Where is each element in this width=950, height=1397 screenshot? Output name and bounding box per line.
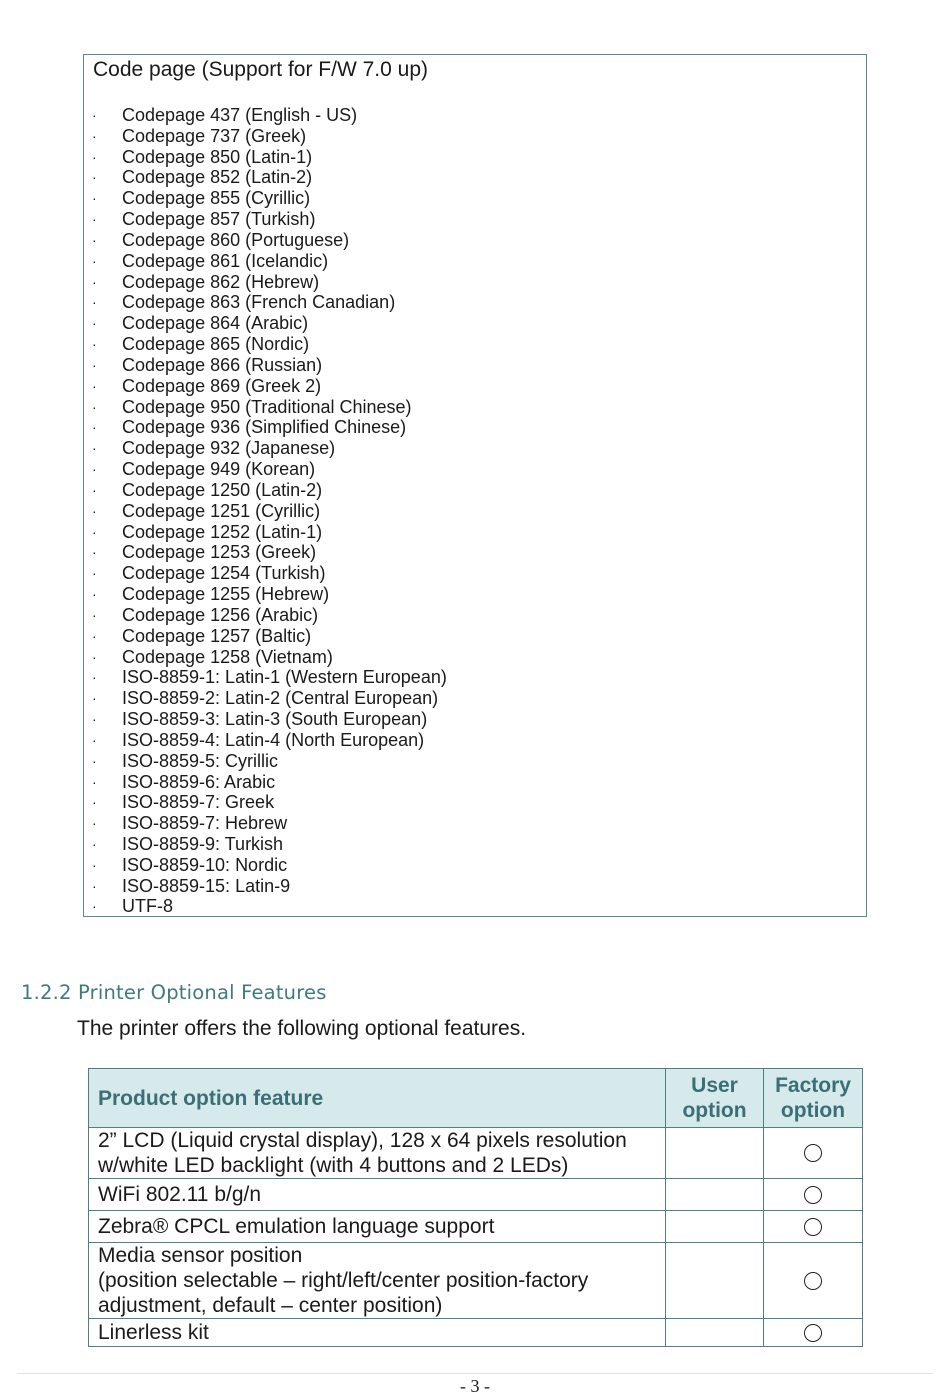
bullet-icon: · [92, 502, 97, 519]
feature-cell [89, 1243, 666, 1319]
codepage-item-text: Codepage 1257 (Baltic) [122, 625, 312, 646]
bullet-icon: · [92, 794, 97, 811]
user-option-cell [666, 1243, 764, 1319]
feature-line: w/white LED backlight (with 4 buttons and 2 LEDs) [98, 1154, 569, 1177]
codepage-item-text: Codepage 1251 (Cyrillic) [122, 500, 321, 521]
bullet-icon: · [92, 523, 97, 540]
bullet-icon: · [92, 586, 97, 603]
user-option-cell [666, 1179, 764, 1211]
bullet-icon: · [92, 856, 97, 873]
feature-line: (position selectable – right/left/center position-factory [98, 1269, 589, 1292]
bullet-icon: · [92, 315, 97, 332]
header-factory-line2: option [780, 1099, 846, 1122]
codepage-item-text: ISO-8859-3: Latin-3 (South European) [122, 709, 428, 730]
codepage-item-text: Codepage 1258 (Vietnam) [122, 646, 333, 667]
codepage-item-text: Codepage 1254 (Turkish) [122, 563, 326, 584]
empty-circle-icon [804, 1186, 822, 1204]
codepage-item-text: Codepage 857 (Turkish) [122, 209, 316, 230]
codepage-item-text: Codepage 865 (Nordic) [122, 334, 310, 355]
options-table [88, 1068, 863, 1347]
feature-line: adjustment, default – center position) [98, 1294, 443, 1317]
header-factory-line1: Factory [775, 1074, 851, 1097]
bullet-icon: · [92, 377, 97, 394]
bullet-icon: · [92, 356, 97, 373]
bullet-icon: · [92, 294, 97, 311]
page-number: - 3 - [460, 1376, 490, 1396]
bullet-icon: · [92, 169, 97, 186]
bullet-icon: · [92, 690, 97, 707]
codepage-item-text: Codepage 852 (Latin-2) [122, 167, 313, 188]
bullet-icon: · [92, 440, 97, 457]
codepage-item-text: ISO-8859-5: Cyrillic [122, 750, 279, 771]
bullet-icon: · [92, 565, 97, 582]
bullet-icon: · [92, 752, 97, 769]
codepage-item-text: Codepage 1252 (Latin-1) [122, 521, 323, 542]
codepage-box-title: Code page (Support for F/W 7.0 up) [93, 58, 429, 81]
codepage-item-text: Codepage 860 (Portuguese) [122, 229, 350, 250]
codepage-item-text: Codepage 949 (Korean) [122, 459, 316, 480]
codepage-item-text: Codepage 863 (French Canadian) [122, 292, 396, 313]
bullet-icon: · [92, 544, 97, 561]
bullet-icon: · [92, 148, 97, 165]
table-row [89, 1211, 863, 1243]
feature-line: 2” LCD (Liquid crystal display), 128 x 64 pixels resolution [98, 1129, 627, 1152]
bullet-icon: · [92, 815, 97, 832]
bullet-icon: · [92, 648, 97, 665]
header-user-line1: User [691, 1074, 738, 1097]
codepage-item-text: ISO-8859-1: Latin-1 (Western European) [122, 667, 447, 688]
codepage-item-text: ISO-8859-7: Greek [122, 792, 275, 813]
empty-circle-icon [804, 1144, 822, 1162]
codepage-item-text: Codepage 861 (Icelandic) [122, 250, 329, 271]
bullet-icon: · [92, 127, 97, 144]
bullet-icon: · [92, 627, 97, 644]
feature-line: WiFi 802.11 b/g/n [98, 1183, 262, 1206]
empty-circle-icon [804, 1272, 822, 1290]
options-table-header-row [89, 1069, 863, 1128]
bullet-icon: · [92, 731, 97, 748]
codepage-item-text: Codepage 737 (Greek) [122, 125, 307, 146]
codepage-item-text: ISO-8859-15: Latin-9 [122, 875, 291, 896]
factory-option-cell [763, 1319, 862, 1347]
bullet-icon: · [92, 398, 97, 415]
codepage-item-text: Codepage 866 (Russian) [122, 354, 323, 375]
empty-circle-icon [804, 1218, 822, 1236]
factory-option-cell [763, 1211, 862, 1243]
bullet-icon: · [92, 606, 97, 623]
bullet-icon: · [92, 481, 97, 498]
feature-cell [89, 1179, 666, 1211]
codepage-item-text: Codepage 862 (Hebrew) [122, 271, 320, 292]
bullet-icon: · [92, 211, 97, 228]
codepage-item-text: ISO-8859-2: Latin-2 (Central European) [122, 688, 439, 709]
bullet-icon: · [92, 336, 97, 353]
codepage-item-text: Codepage 1255 (Hebrew) [122, 584, 330, 605]
footer-rule [17, 1373, 933, 1374]
user-option-cell [666, 1319, 764, 1347]
bullet-icon: · [92, 898, 97, 915]
feature-cell [89, 1128, 666, 1179]
bullet-icon: · [92, 252, 97, 269]
bullet-icon: · [92, 669, 97, 686]
table-row [89, 1179, 863, 1211]
codepage-item-text: ISO-8859-9: Turkish [122, 833, 284, 854]
table-row [89, 1319, 863, 1347]
feature-cell [89, 1319, 666, 1347]
options-table-body [89, 1128, 863, 1347]
table-row [89, 1128, 863, 1179]
bullet-icon: · [92, 231, 97, 248]
codepage-item-text: ISO-8859-7: Hebrew [122, 813, 288, 834]
codepage-box [83, 54, 867, 917]
feature-line: Media sensor position [98, 1244, 303, 1267]
feature-cell [89, 1211, 666, 1243]
factory-option-cell [763, 1128, 862, 1179]
header-feature: Product option feature [89, 1069, 666, 1128]
codepage-item-text: Codepage 1256 (Arabic) [122, 604, 319, 625]
codepage-item-text: Codepage 1253 (Greek) [122, 542, 317, 563]
codepage-item-text: ISO-8859-10: Nordic [122, 854, 288, 875]
factory-option-cell [763, 1243, 862, 1319]
bullet-icon: · [92, 711, 97, 728]
bullet-icon: · [92, 273, 97, 290]
codepage-item-text: Codepage 437 (English - US) [122, 105, 358, 125]
user-option-cell [666, 1128, 764, 1179]
empty-circle-icon [804, 1324, 822, 1342]
codepage-item-text: ISO-8859-4: Latin-4 (North European) [122, 729, 425, 750]
codepage-item-text: Codepage 864 (Arabic) [122, 313, 309, 334]
bullet-icon: · [92, 773, 97, 790]
codepage-item-text: Codepage 855 (Cyrillic) [122, 188, 311, 209]
header-factory-option [763, 1069, 862, 1128]
header-user-line2: option [682, 1099, 747, 1122]
codepage-item-text: Codepage 950 (Traditional Chinese) [122, 396, 412, 417]
bullet-icon: · [92, 461, 97, 478]
bullet-icon: · [92, 107, 97, 123]
codepage-item-text: UTF-8 [122, 896, 173, 917]
codepage-item-text: Codepage 869 (Greek 2) [122, 375, 322, 396]
codepage-item-text: ISO-8859-6: Arabic [122, 771, 276, 792]
feature-line: Zebra® CPCL emulation language support [98, 1215, 495, 1238]
section-heading: 1.2.2 Printer Optional Features [21, 981, 327, 1004]
codepage-item-text: Codepage 936 (Simplified Chinese) [122, 417, 407, 438]
codepage-item-text: Codepage 932 (Japanese) [122, 438, 336, 459]
bullet-icon: · [92, 190, 97, 207]
user-option-cell [666, 1211, 764, 1243]
codepage-item-text: Codepage 1250 (Latin-2) [122, 479, 323, 500]
table-row [89, 1243, 863, 1319]
feature-line: Linerless kit [98, 1321, 209, 1344]
bullet-icon: · [92, 419, 97, 436]
section-intro: The printer offers the following optional features. [77, 1017, 527, 1040]
header-user-option [666, 1069, 764, 1128]
bullet-icon: · [92, 835, 97, 852]
factory-option-cell [763, 1179, 862, 1211]
codepage-item-text: Codepage 850 (Latin-1) [122, 146, 313, 167]
bullet-icon: · [92, 877, 97, 894]
